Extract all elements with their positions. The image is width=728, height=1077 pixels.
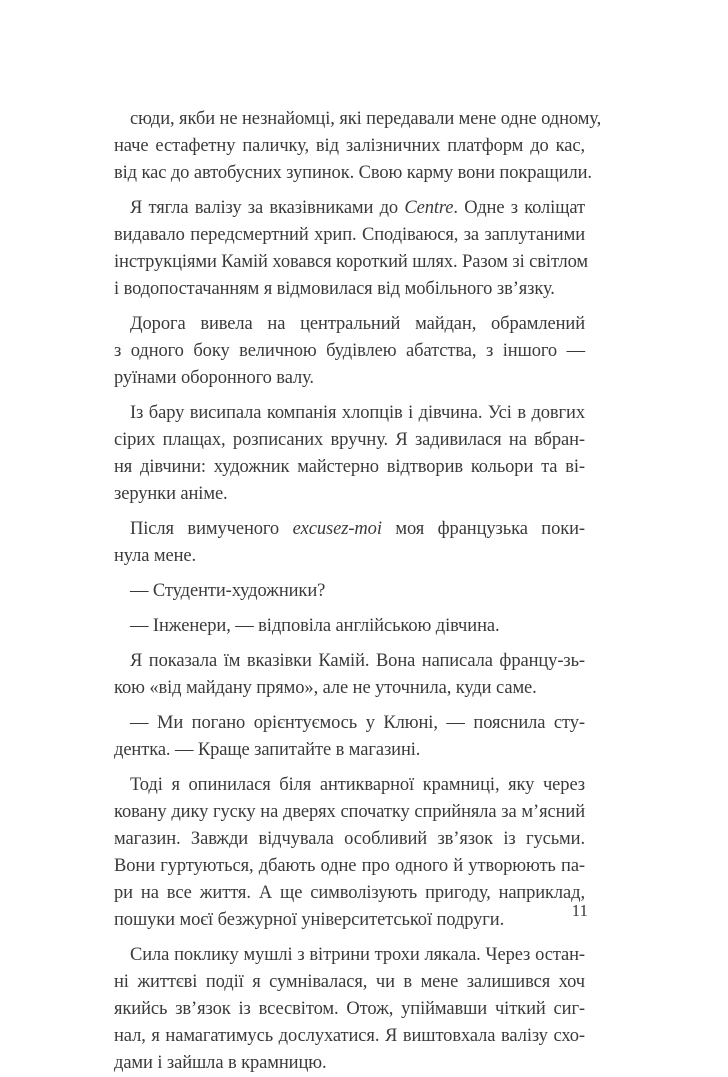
text-line: зерунки аніме. [114,484,228,504]
text-line: ковану дику гуску на дверях спочатку сприйняла за м’ясний [114,802,585,822]
text-line: магазин. Завжди відчувала особливий зв’язок із гусьми. [114,829,585,849]
page-number: 11 [571,901,588,920]
text-line: нула мене. [114,546,197,566]
text-line: кою «від майдану прямо», але не уточнила, куди саме. [114,678,537,698]
text-line: Тоді я опинилася біля антикварної крамниці, яку через [130,775,585,795]
body-text [114,106,602,1077]
text-line: Я показала їм вказівки Камій. Вона написала францу-зь- [130,651,585,671]
text-line: Вони гуртуються, дбають одне про одного й утворюють па- [114,856,585,876]
text-line [114,516,585,543]
text-line: сюди, якби не незнайомці, які передавали мене одне одному, [130,109,602,129]
text-line: ри на все життя. А ще символізують пригоду, наприклад, [114,883,585,903]
text-line: пошуки моєї безжурної університетської подруги. [114,910,505,930]
text-line: Із бару висипала компанія хлопців і дівчина. Усі в довгих [130,403,585,423]
text-line: якийсь зв’язок із всесвітом. Отож, упіймавши чіткий сиг- [114,999,585,1019]
text-line: нал, я намагатимусь дослухатися. Я виштовхала валізу схо- [114,1026,585,1046]
text-line: дентка. — Краще запитайте в магазині. [114,740,421,760]
text-line: ні життєві події я сумнівалася, чи в мене залишився хоч [114,972,585,992]
text-line: від кас до автобусних зупинок. Свою карму вони покращили. [114,163,592,183]
text-line: сірих плащах, розписаних вручну. Я задивилася на вбран- [114,430,585,450]
text-line: з одного боку величною будівлею абатства, з іншого — [114,341,585,361]
text-run: моя французька поки- [381,519,585,539]
text-line: — Ми погано орієнтуємось у Клюні, — пояснила сту- [130,713,585,733]
italic-term: excusez-moi [292,519,382,539]
text-line: видавало передсмертний хрип. Сподіваюся, за заплутаними [114,225,585,245]
text-line: Сила поклику мушлі з вітрини трохи лякала. Через остан- [130,945,585,965]
text-line [114,195,585,222]
text-run: . Одне з коліщат [453,198,585,218]
text-line: Дорога вивела на центральний майдан, обрамлений [130,314,585,334]
text-line: ня дівчини: художник майстерно відтворив кольори та ві- [114,457,585,477]
italic-term: Centre [404,198,454,218]
text-run: Після вимученого [130,519,293,539]
text-line: інструкціями Камій ховався короткий шлях. Разом зі світлом [114,252,589,272]
text-line: дами і зайшла в крамницю. [114,1053,327,1073]
text-run: Я тягла валізу за вказівниками до [130,198,405,218]
text-line: і водопостачанням я відмовилася від мобільного зв’язку. [114,279,555,299]
text-line: наче естафетну паличку, від залізничних платформ до кас, [114,136,585,156]
text-line: — Студенти-художники? [130,581,326,601]
text-line: руїнами оборонного валу. [114,368,314,388]
text-line: — Інженери, — відповіла англійською дівчина. [130,616,500,636]
